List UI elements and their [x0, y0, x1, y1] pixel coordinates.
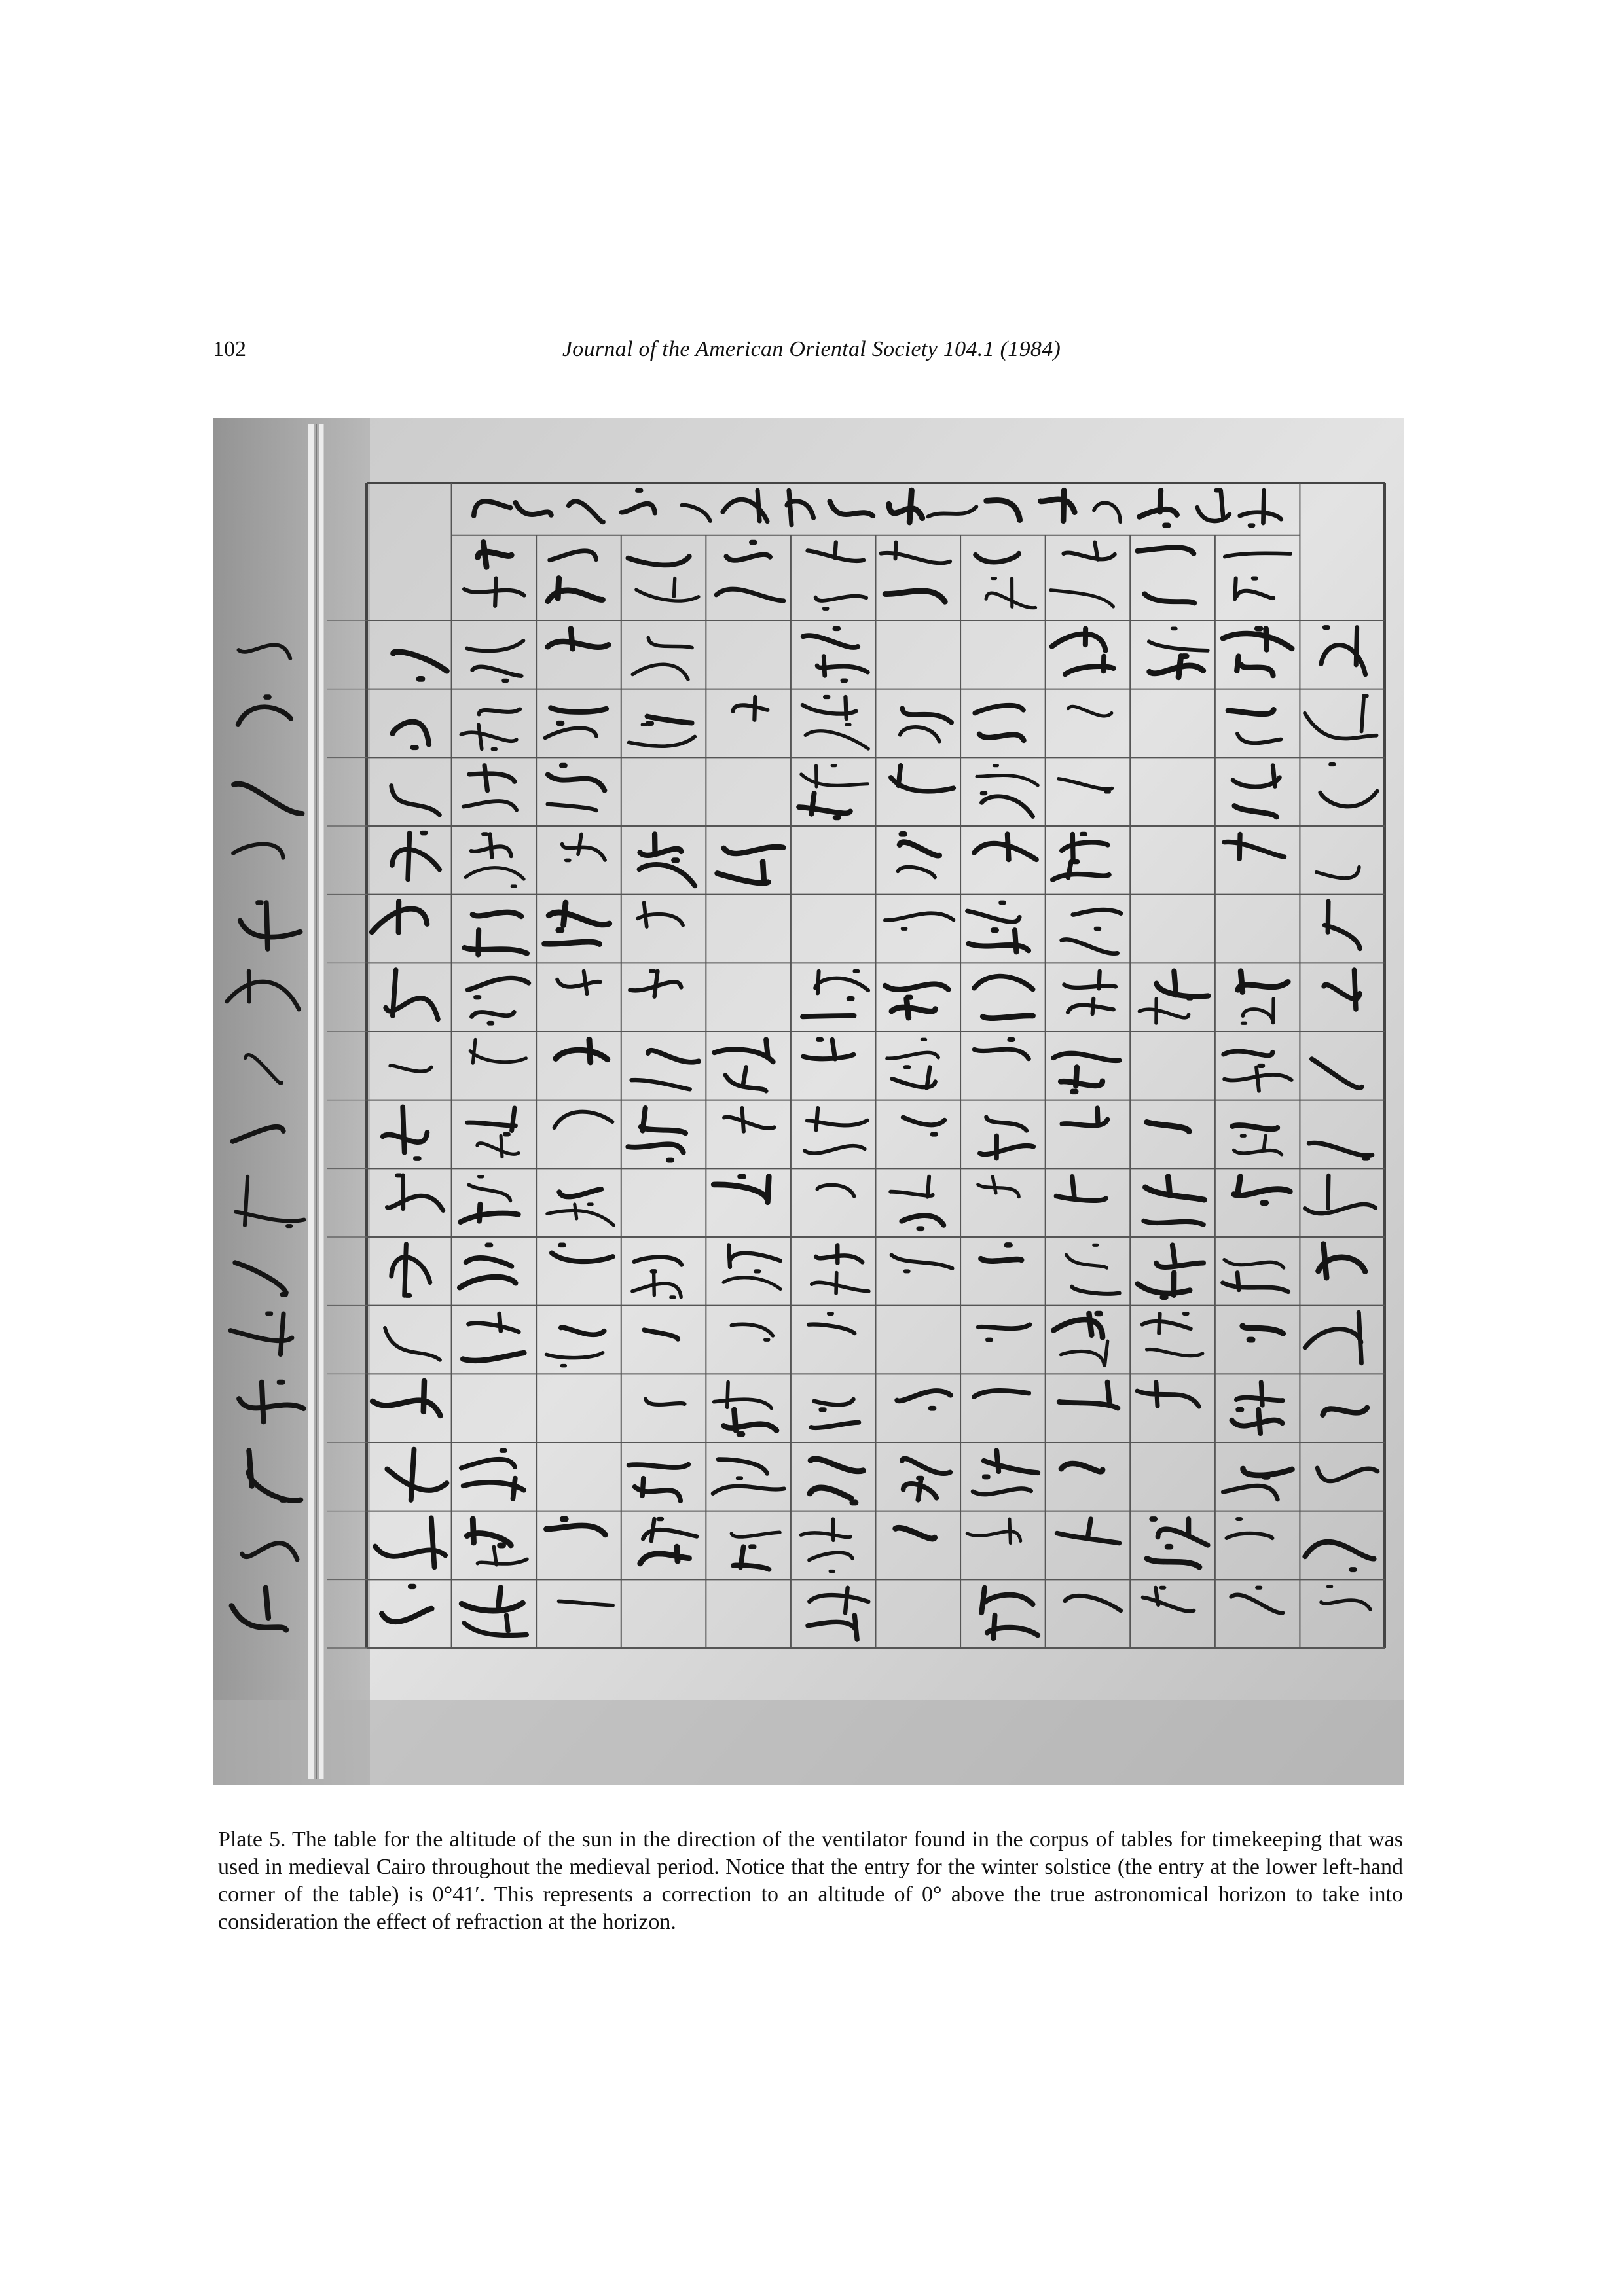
plate-caption: Plate 5. The table for the altitude of the sun in the direction of the ventilator found in the corpus of tables for timekeeping that was used in medieval Cairo throughout the medieval period. Notice that the entry for the winter solstice (the entry at the lower left-hand corner of the table) is 0°41′. This represents a correction to an altitude of 0° above the true astronomical horizon to take into consideration the effect of refraction at the horizon. — [218, 1827, 1403, 1934]
page-number: 102 — [213, 337, 246, 361]
manuscript-plate — [213, 418, 1404, 1785]
running-title: Journal of the American Oriental Society 104.1 (1984) — [562, 337, 1061, 361]
cell-script-mark — [629, 1464, 688, 1467]
manuscript-photo — [213, 418, 1404, 1785]
cell-script-mark — [983, 1016, 1032, 1018]
cell-script-mark — [1144, 1221, 1203, 1225]
